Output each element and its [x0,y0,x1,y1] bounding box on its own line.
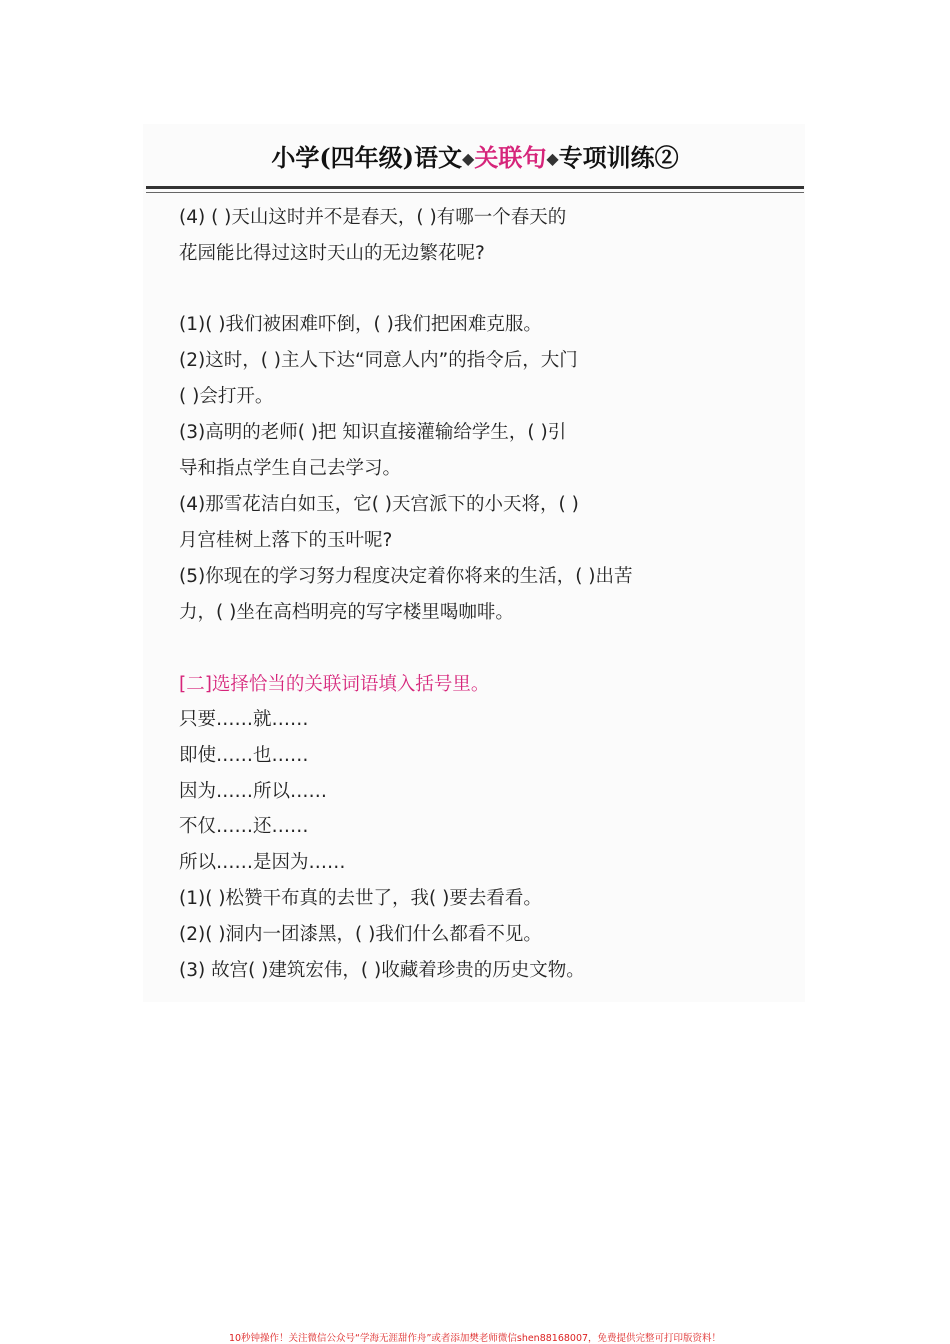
word-option: 因为……所以…… [179,781,328,802]
footer-notice: 10秒钟操作！关注微信公众号“学海无涯甜作舟”或者添加樊老师微信shen88168007，免费提供完整可打印版资料！ [228,1333,722,1344]
word-option: 不仅……还…… [179,816,309,837]
exercise-line: 花园能比得过这时天山的无边繁花呢? [179,243,485,264]
exercise-line: (4) ( )天山这时并不是春天，( )有哪一个春天的 [179,207,567,228]
question-line: (1)( )松赞干布真的去世了，我( )要去看看。 [179,888,542,909]
exercise-line: (1)( )我们被困难吓倒，( )我们把困难克服。 [179,314,542,335]
title-divider [146,186,804,189]
exercise-line: ( )会打开。 [179,386,274,407]
exercise-line: (5)你现在的学习努力程度决定着你将来的生活，( )出苦 [179,566,633,587]
title-part-3: 专项训练② [558,143,679,172]
word-option: 所以……是因为…… [179,852,346,873]
word-option: 即使……也…… [179,745,309,766]
exercise-line: (2)这时，( )主人下达“同意人内”的指令后，大门 [179,350,578,371]
diamond-icon: ◆ [546,149,559,168]
title-divider-thin [146,192,804,193]
exercise-line: (3)高明的老师( )把 知识直接灌输给学生，( )引 [179,422,567,443]
exercise-line: 力，( )坐在高档明亮的写字楼里喝咖啡。 [179,602,514,623]
diamond-icon: ◆ [462,149,475,168]
question-line: (2)( )洞内一团漆黑，( )我们什么都看不见。 [179,924,542,945]
question-line: (3) 故宫( )建筑宏伟，( )收藏着珍贵的历史文物。 [179,960,585,981]
word-option: 只要……就…… [179,709,309,730]
section-heading: [二]选择恰当的关联词语填入括号里。 [179,674,490,695]
exercise-line: 月宫桂树上落下的玉叶呢? [179,530,393,551]
exercise-line: (4)那雪花洁白如玉，它( )天宫派下的小天将，( ) [179,494,579,515]
title-part-1: 小学(四年级)语文 [271,143,463,172]
exercise-line: 导和指点学生自己去学习。 [179,458,402,479]
page-title [0,138,950,173]
title-part-2: 关联句 [474,143,547,172]
